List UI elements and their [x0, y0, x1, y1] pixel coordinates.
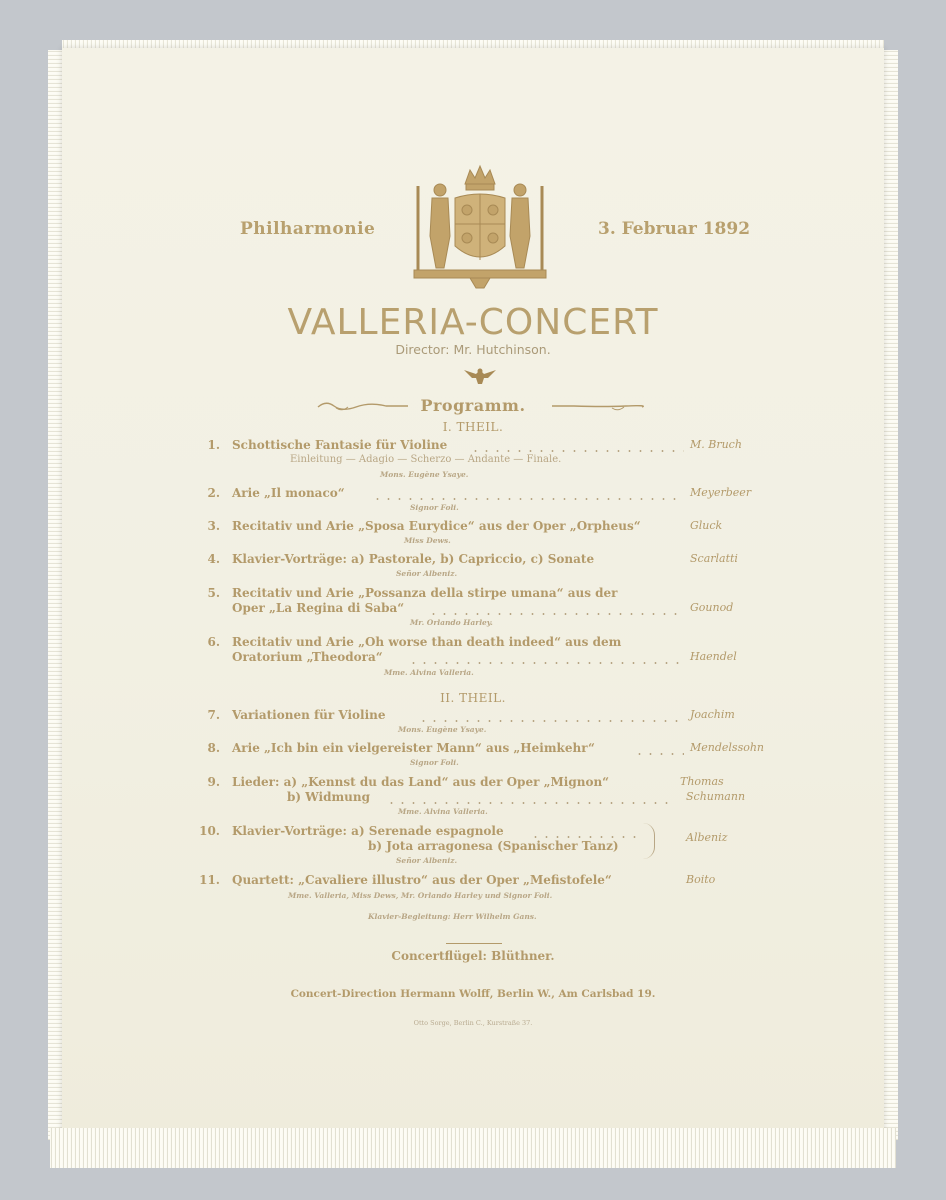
piece-title-continued: Oper „La Regina di Saba“: [232, 601, 405, 615]
piece-title: Recitativ und Arie „Oh worse than death indeed“ aus dem: [232, 635, 622, 649]
item-number: 9.: [207, 775, 220, 789]
leader-dots: [428, 613, 684, 615]
eagle-icon: [462, 366, 498, 386]
performer: Mr. Orlando Harley.: [410, 618, 493, 627]
part-two-heading: II. THEIL.: [440, 691, 506, 705]
composer: Gounod: [690, 601, 734, 614]
piece-title: Recitativ und Arie „Possanza della stirpe umana“ aus der: [232, 586, 618, 600]
item-number: 4.: [207, 552, 220, 566]
performer: Mme. Alvina Valleria.: [384, 668, 474, 677]
divider: [446, 943, 502, 944]
piece-title-second: b) Widmung: [287, 790, 370, 804]
item-number: 1.: [207, 438, 220, 452]
venue-label: Philharmonie: [240, 219, 376, 239]
composer: M. Bruch: [690, 438, 742, 451]
piece-title: Klavier-Vorträge: a) Serenade espagnole: [232, 824, 504, 838]
part-one-heading: I. THEIL.: [442, 420, 504, 434]
performer: Mons. Eugène Ysaye.: [380, 470, 469, 479]
piece-title: Arie „Ich bin ein vielgereister Mann“ aus „Heimkehr“: [232, 741, 595, 755]
composer-second: Schumann: [686, 790, 746, 803]
concert-date: 3. Februar 1892: [598, 219, 751, 239]
performer: Mme. Alvina Valleria.: [398, 807, 488, 816]
composer: Meyerbeer: [690, 486, 752, 499]
piece-title: Klavier-Vorträge: a) Pastorale, b) Capriccio, c) Sonate: [232, 552, 595, 566]
composer: Scarlatti: [690, 552, 738, 565]
composer: Thomas: [680, 775, 724, 788]
leader-dots: [386, 802, 670, 804]
director-line: Director: Mr. Hutchinson.: [395, 342, 551, 357]
performer: Miss Dews.: [404, 536, 451, 545]
leader-dots: [634, 753, 684, 755]
right-flourish-icon: [550, 398, 644, 414]
piece-title-continued: Oratorium „Theodora“: [232, 650, 383, 664]
piece-title: Quartett: „Cavaliere illustro“ aus der Oper „Mefistofele“: [232, 873, 612, 887]
piano-credit: Concertflügel: Blüthner.: [391, 949, 555, 963]
performer: Señor Albeniz.: [396, 856, 458, 865]
piece-title-second: b) Jota arragonesa (Spanischer Tanz): [368, 839, 619, 853]
piece-title: Variationen für Violine: [232, 708, 386, 722]
item-number: 7.: [207, 708, 220, 722]
composer: Boito: [686, 873, 716, 886]
leader-dots: [408, 662, 684, 664]
piece-title: Recitativ und Arie „Sposa Eurydice“ aus der Oper „Orpheus“: [232, 519, 641, 533]
piece-title: Arie „Il monaco“: [232, 486, 345, 500]
item-number: 11.: [199, 873, 220, 887]
item-number: 2.: [207, 486, 220, 500]
royal-coat-of-arms-icon: [410, 158, 550, 290]
leader-dots: [418, 720, 684, 722]
leader-dots: [470, 450, 684, 452]
printer-imprint: Otto Sorge, Berlin C., Kurstraße 37.: [413, 1019, 533, 1027]
performer: Signor Foli.: [410, 503, 459, 512]
performer: Señor Albeniz.: [396, 569, 458, 578]
composer: Mendelssohn: [690, 741, 765, 754]
leader-dots: [530, 836, 640, 838]
item-number: 8.: [207, 741, 220, 755]
concert-title: VALLERIA-CONCERT: [287, 302, 659, 343]
composer: Haendel: [690, 650, 737, 663]
leader-dots: [372, 498, 684, 500]
movements: Einleitung — Adagio — Scherzo — Andante — Finale.: [290, 454, 562, 465]
performer: Signor Foli.: [410, 758, 459, 767]
composer: Gluck: [690, 519, 723, 532]
item-number: 6.: [207, 635, 220, 649]
performer: Mme. Valleria, Miss Dews, Mr. Orlando Harley und Signor Foli.: [288, 891, 553, 900]
bottom-fringe: [50, 1128, 896, 1168]
right-fringe: [882, 50, 898, 1140]
performer: Mons. Eugène Ysaye.: [398, 725, 487, 734]
item-number: 5.: [207, 586, 220, 600]
piece-title: Schottische Fantasie für Violine: [232, 438, 448, 452]
brace: [640, 823, 655, 859]
composer: Joachim: [690, 708, 735, 721]
composer: Albeniz: [686, 831, 728, 844]
agency-credit: Concert-Direction Hermann Wolff, Berlin W., Am Carlsbad 19.: [290, 988, 656, 1000]
item-number: 3.: [207, 519, 220, 533]
accompaniment-note: Klavier-Begleitung: Herr Wilhelm Gans.: [368, 912, 537, 921]
item-number: 10.: [199, 824, 220, 838]
piece-title: Lieder: a) „Kennst du das Land“ aus der Oper „Mignon“: [232, 775, 610, 789]
programme-heading: Programm.: [420, 396, 526, 415]
